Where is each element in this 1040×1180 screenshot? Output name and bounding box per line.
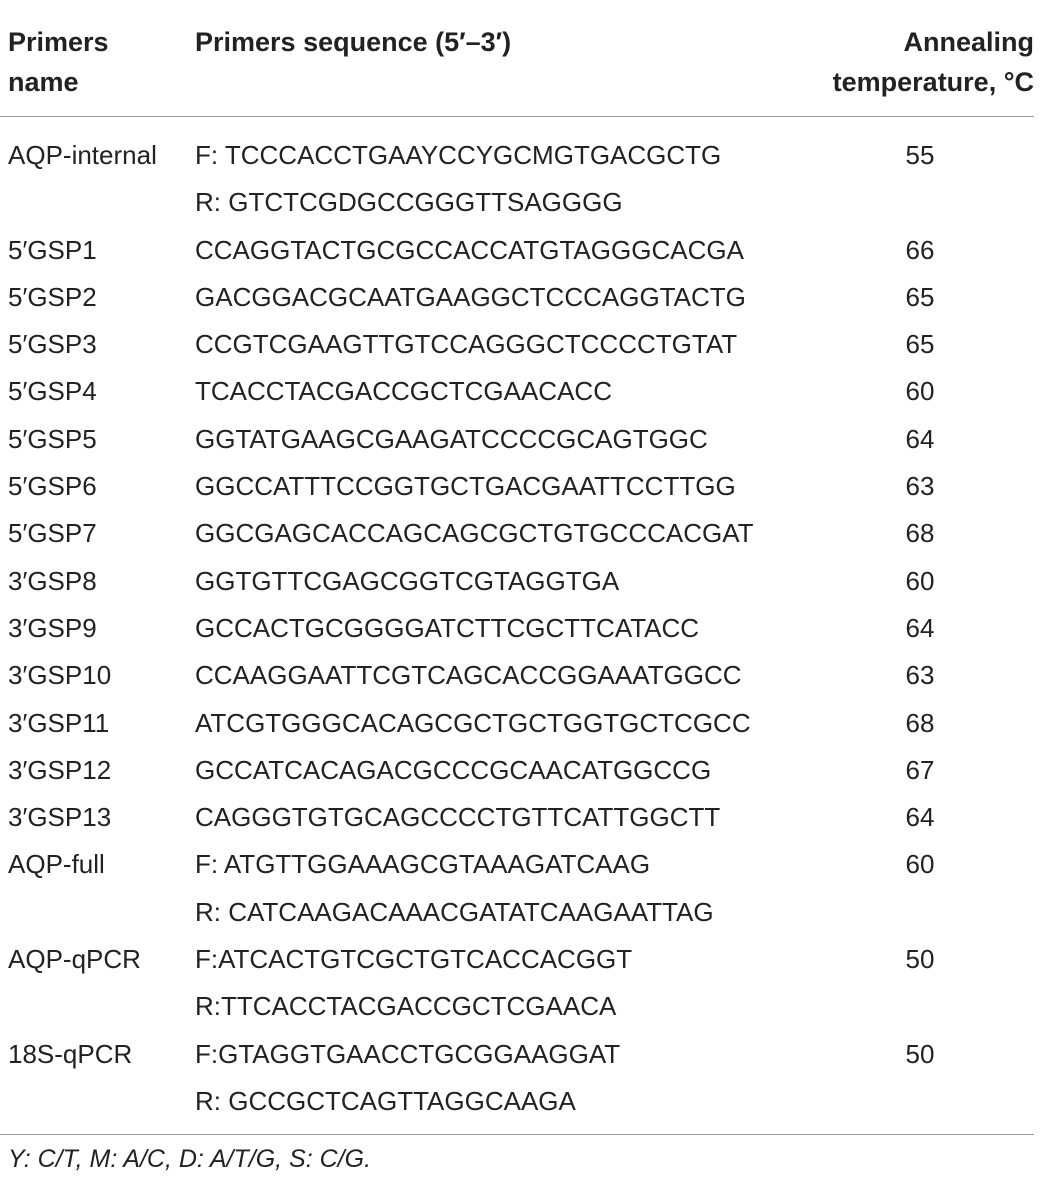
- annealing-temperature: 60: [905, 565, 935, 596]
- annealing-temperature: 50: [905, 1038, 935, 1069]
- annealing-temperature: 64: [905, 612, 935, 643]
- table-row: [0, 274, 1034, 321]
- sequence-line: GGTATGAAGCGAAGATCCCCGCAGTGGC: [195, 423, 708, 454]
- sequence-line: R: GCCGCTCAGTTAGGCAAGA: [195, 1085, 576, 1116]
- sequence-line: F: ATGTTGGAAAGCGTAAAGATCAAG: [195, 849, 651, 880]
- primer-name: AQP-qPCR: [8, 944, 141, 975]
- primer-sequence: [195, 274, 746, 321]
- sequence-line: CCAAGGAATTCGTCAGCACCGGAAATGGCC: [195, 660, 742, 691]
- table-row: [0, 794, 1034, 841]
- table-row: [0, 321, 1034, 368]
- table-row: [0, 368, 1034, 415]
- annealing-temperature: 60: [905, 376, 935, 407]
- primer-sequence: [195, 463, 736, 510]
- sequence-line: GCCATCACAGACGCCCGCAACATGGCCG: [195, 754, 712, 785]
- primer-name: 3′GSP13: [8, 802, 112, 833]
- primer-sequence: [195, 227, 744, 274]
- table-row: [0, 605, 1034, 652]
- table-row: [0, 416, 1034, 463]
- table-footnote: Y: C/T, M: A/C, D: A/T/G, S: C/G.: [8, 1145, 372, 1173]
- header-annealing-temperature: [774, 22, 1034, 102]
- table-row: [0, 558, 1034, 605]
- primer-sequence: [195, 558, 619, 605]
- sequence-line: R: GTCTCGDGCCGGGTTSAGGGG: [195, 187, 623, 218]
- table-row: [0, 936, 1034, 1031]
- primer-sequence: [195, 416, 708, 463]
- sequence-line: TCACCTACGACCGCTCGAACACC: [195, 376, 612, 407]
- sequence-line: R:TTCACCTACGACCGCTCGAACA: [195, 991, 617, 1022]
- primer-sequence: [195, 747, 711, 794]
- primer-sequence: [195, 605, 699, 652]
- header-primers-name: [8, 22, 188, 102]
- primer-name: AQP-full: [8, 849, 105, 880]
- sequence-line: ATCGTGGGCACAGCGCTGCTGGTGCTCGCC: [195, 707, 751, 738]
- primer-sequence: [195, 1031, 620, 1126]
- header-temp-line1: Annealing: [903, 27, 1034, 57]
- header-primers-sequence: Primers sequence (5′–3′): [195, 27, 512, 57]
- primer-sequence: [195, 321, 737, 368]
- primer-sequence: [195, 652, 742, 699]
- header-name-line2: name: [8, 67, 79, 97]
- annealing-temperature: 64: [905, 802, 935, 833]
- primer-name: 18S-qPCR: [8, 1038, 133, 1069]
- sequence-line: CCGTCGAAGTTGTCCAGGGCTCCCCTGTAT: [195, 329, 738, 360]
- table-row: [0, 463, 1034, 510]
- primer-sequence: [195, 841, 714, 936]
- sequence-line: GGCGAGCACCAGCAGCGCTGTGCCCACGAT: [195, 518, 754, 549]
- annealing-temperature: 60: [905, 849, 935, 880]
- annealing-temperature: 64: [905, 423, 935, 454]
- sequence-line: CAGGGTGTGCAGCCCCTGTTCATTGGCTT: [195, 802, 721, 833]
- primer-name: 5′GSP4: [8, 376, 97, 407]
- primer-name: AQP-internal: [8, 140, 157, 170]
- annealing-temperature: 68: [905, 707, 935, 738]
- header-temp-line2: temperature, °C: [832, 67, 1034, 97]
- primer-name: 3′GSP11: [8, 707, 110, 738]
- primer-name: 5′GSP5: [8, 423, 97, 454]
- primer-name: 3′GSP9: [8, 612, 97, 643]
- sequence-line: GCCACTGCGGGGATCTTCGCTTCATACC: [195, 612, 700, 643]
- sequence-line: F:GTAGGTGAACCTGCGGAAGGAT: [195, 1038, 621, 1069]
- primer-sequence: [195, 510, 754, 557]
- sequence-line: CCAGGTACTGCGCCACCATGTAGGGCACGA: [195, 234, 744, 265]
- annealing-temperature: 50: [905, 944, 935, 975]
- primer-sequence: [195, 794, 720, 841]
- primer-sequence: [195, 368, 612, 415]
- annealing-temperature: 68: [905, 518, 935, 549]
- annealing-temperature: 66: [905, 234, 935, 265]
- table-row: [0, 227, 1034, 274]
- table-row: [0, 652, 1034, 699]
- table-header: [0, 0, 1034, 116]
- table-row: [0, 841, 1034, 936]
- sequence-line: GGCCATTTCCGGTGCTGACGAATTCCTTGG: [195, 471, 736, 502]
- annealing-temperature: 63: [905, 471, 935, 502]
- primer-name: 5′GSP1: [8, 234, 97, 265]
- sequence-line: GACGGACGCAATGAAGGCTCCCAGGTACTG: [195, 281, 746, 312]
- primer-sequence: [195, 132, 721, 227]
- table-row: [0, 132, 1034, 227]
- primer-name: 3′GSP8: [8, 565, 97, 596]
- table-row: [0, 510, 1034, 557]
- primer-sequence: [195, 700, 751, 747]
- table-body: [0, 132, 1034, 1125]
- sequence-line: GGTGTTCGAGCGGTCGTAGGTGA: [195, 565, 620, 596]
- primer-sequence: [195, 936, 632, 1031]
- annealing-temperature: 65: [905, 329, 935, 360]
- annealing-temperature: 55: [905, 140, 935, 170]
- sequence-line: F: TCCCACCTGAAYCCYGCMGTGACGCTG: [195, 140, 722, 170]
- header-name-line1: Primers: [8, 27, 109, 57]
- table-row: [0, 1031, 1034, 1126]
- annealing-temperature: 67: [905, 754, 935, 785]
- primer-name: 5′GSP6: [8, 471, 97, 502]
- table-row: [0, 747, 1034, 794]
- annealing-temperature: 63: [905, 660, 935, 691]
- primer-name: 3′GSP12: [8, 754, 112, 785]
- sequence-line: F:ATCACTGTCGCTGTCACCACGGT: [195, 944, 633, 975]
- primer-name: 5′GSP3: [8, 329, 97, 360]
- annealing-temperature: 65: [905, 281, 935, 312]
- table-row: [0, 700, 1034, 747]
- primer-name: 5′GSP7: [8, 518, 97, 549]
- primer-name: 3′GSP10: [8, 660, 112, 691]
- footer-divider: [0, 1134, 1034, 1135]
- primer-name: 5′GSP2: [8, 281, 97, 312]
- header-divider: [0, 116, 1034, 117]
- sequence-line: R: CATCAAGACAAACGATATCAAGAATTAG: [195, 896, 714, 927]
